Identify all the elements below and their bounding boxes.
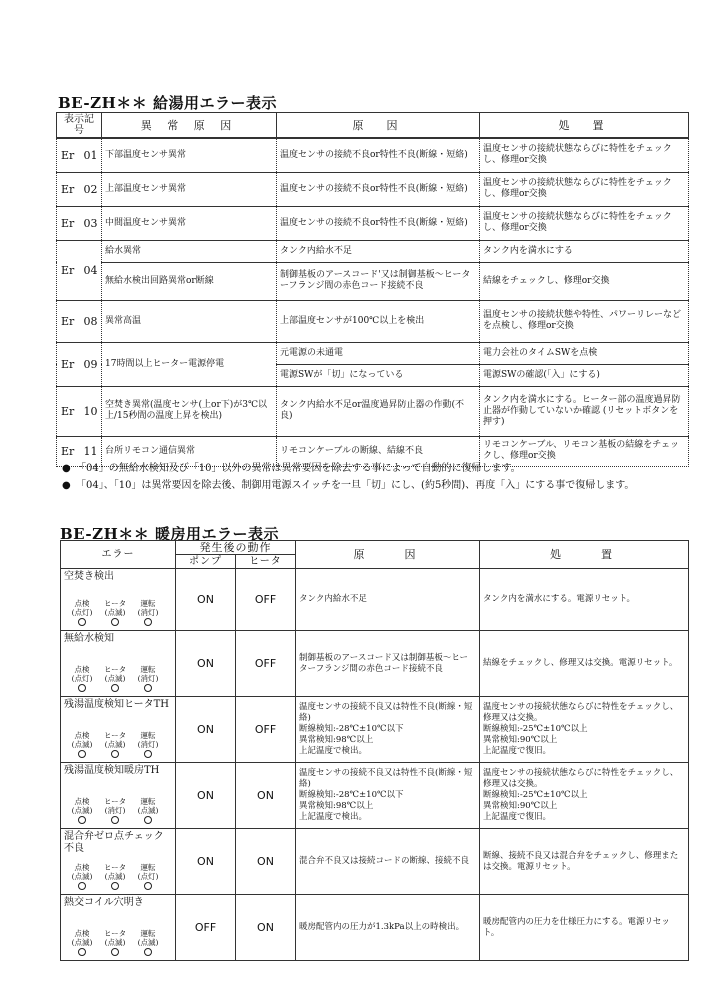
lamp-state: (点灯) — [71, 608, 93, 617]
lamp-state: (消灯) — [137, 608, 159, 617]
lamp-label: 運転 — [140, 665, 156, 674]
error-prefix: Er — [57, 436, 80, 466]
pump-state: OFF — [176, 895, 236, 961]
indicator-lamps — [67, 665, 163, 694]
error-name: 熱交コイル穴明き — [64, 897, 144, 908]
error-prefix: Er — [57, 138, 80, 172]
header-error: エラー — [61, 541, 176, 569]
indicator-lamp — [67, 731, 97, 760]
indicator-lamp — [100, 731, 130, 760]
indicator-lamp — [133, 863, 163, 892]
lamp-label: 点検 — [74, 665, 90, 674]
lamp-label: ヒータ — [103, 665, 127, 674]
error-action: 温度センサの接続状態ならびに特性をチェックし、修理or交換 — [480, 138, 689, 172]
error-reason: 制御基板のアースコード又は制御基板〜ヒーターフランジ間の赤色コード接続不良 — [296, 631, 480, 697]
note-text: 「04」の無給水検知及び「10」以外の異常は異常要因を除去する事によって自動的に復帰します。 — [76, 463, 521, 474]
note-item — [62, 477, 634, 494]
error-code: 09 — [80, 342, 102, 386]
lamp-state: (点滅) — [104, 740, 126, 749]
lamp-label: ヒータ — [103, 863, 127, 872]
indicator-lamp — [133, 797, 163, 826]
error-reason: 温度センサの接続不良or特性不良(断線・短絡) — [277, 172, 480, 206]
error-code: 02 — [80, 172, 102, 206]
error-action: 温度センサの接続状態ならびに特性をチェックし、修理or交換 — [480, 206, 689, 240]
error-reason: 電源SWが「切」になっている — [277, 364, 480, 386]
heater-state: OFF — [236, 697, 296, 763]
error-action: 結線をチェックし、修理又は交換。電源リセット。 — [480, 631, 689, 697]
lamp-state: (点滅) — [137, 806, 159, 815]
header-code: 表示記号 — [57, 113, 102, 139]
lamp-circle-icon — [78, 882, 86, 890]
heater-state: ON — [236, 895, 296, 961]
lamp-state: (点滅) — [71, 938, 93, 947]
error-action: 温度センサの接続状態ならびに特性をチェックし、修理又は交換。 断線検知:-25℃±10℃以上 異常検知:90℃以上 上記温度で復旧。 — [480, 697, 689, 763]
indicator-lamp — [67, 929, 97, 958]
lamp-label: 点検 — [74, 929, 90, 938]
lamp-circle-icon — [144, 684, 152, 692]
error-action: タンク内を満水にする。電源リセット。 — [480, 569, 689, 631]
indicator-lamp — [100, 797, 130, 826]
error-prefix: Er — [57, 240, 80, 300]
header-action: 処 置 — [480, 541, 689, 569]
error-cell — [61, 697, 176, 763]
lamp-label: 点検 — [74, 863, 90, 872]
table-row — [57, 138, 689, 172]
note-item — [62, 460, 634, 477]
indicator-lamp — [100, 929, 130, 958]
lamp-state: (消灯) — [137, 740, 159, 749]
error-cell — [61, 829, 176, 895]
error-reason: リモコンケーブルの断線、結線不良 — [277, 436, 480, 466]
lamp-label: 点検 — [74, 797, 90, 806]
lamp-circle-icon — [111, 618, 119, 626]
heater-state: OFF — [236, 569, 296, 631]
hot-water-error-table — [56, 112, 689, 467]
error-cause: 17時間以上ヒーター電源停電 — [102, 342, 277, 386]
table-row — [61, 631, 689, 697]
lamp-label: 運転 — [140, 863, 156, 872]
lamp-circle-icon — [78, 816, 86, 824]
indicator-lamp — [100, 599, 130, 628]
lamp-state: (点滅) — [71, 872, 93, 881]
bullet-icon: ● — [62, 463, 71, 474]
section2-title: BE-ZH＊＊ 暖房用エラー表示 — [60, 525, 279, 543]
lamp-circle-icon — [78, 948, 86, 956]
lamp-label: ヒータ — [103, 797, 127, 806]
lamp-label: ヒータ — [103, 929, 127, 938]
error-prefix: Er — [57, 206, 80, 240]
error-reason: タンク内給水不足 — [296, 569, 480, 631]
error-action: 暖房配管内の圧力を仕様圧力にする。電源リセット。 — [480, 895, 689, 961]
heating-error-table — [60, 540, 689, 961]
error-cell — [61, 895, 176, 961]
lamp-circle-icon — [144, 618, 152, 626]
error-reason: タンク内給水不足 — [277, 240, 480, 262]
table-row — [61, 697, 689, 763]
indicator-lamp — [67, 863, 97, 892]
error-reason: 温度センサの接続不良又は特性不良(断線・短絡) 断線検知:-28℃±10℃以下 異常検知:98℃以上 上記温度で検出。 — [296, 763, 480, 829]
error-cell — [61, 631, 176, 697]
error-name: 無給水検知 — [64, 633, 114, 644]
error-action: 電力会社のタイムSWを点検 — [480, 342, 689, 364]
lamp-circle-icon — [111, 750, 119, 758]
indicator-lamp — [133, 929, 163, 958]
error-cause: 無給水検出回路異常or断線 — [102, 262, 277, 300]
lamp-label: 運転 — [140, 929, 156, 938]
indicator-lamp — [67, 599, 97, 628]
error-reason: 混合弁不良又は接続コードの断線、接続不良 — [296, 829, 480, 895]
lamp-circle-icon — [78, 684, 86, 692]
lamp-circle-icon — [111, 948, 119, 956]
error-reason: 温度センサの接続不良又は特性不良(断線・短絡) 断線検知:-28℃±10℃以下 異常検知:98℃以上 上記温度で検出。 — [296, 697, 480, 763]
table-row — [61, 569, 689, 631]
heater-state: ON — [236, 763, 296, 829]
note-text: 「04」、「10」は異常要因を除去後、制御用電源スイッチを一旦「切」にし、(約5秒間)、再度「入」にする事で復帰します。 — [76, 480, 635, 491]
lamp-label: 点検 — [74, 599, 90, 608]
error-code: 08 — [80, 300, 102, 342]
lamp-state: (消灯) — [104, 806, 126, 815]
pump-state: ON — [176, 569, 236, 631]
section1-title: BE-ZH＊＊ 給湯用エラー表示 — [58, 94, 277, 112]
error-reason: 上部温度センサが100℃以上を検出 — [277, 300, 480, 342]
pump-state: ON — [176, 829, 236, 895]
header-action-group: 発生後の動作 — [176, 541, 296, 555]
lamp-circle-icon — [111, 882, 119, 890]
lamp-label: 点検 — [74, 731, 90, 740]
error-cause: 異常高温 — [102, 300, 277, 342]
heater-state: ON — [236, 829, 296, 895]
error-action: 電源SWの確認(「入」にする) — [480, 364, 689, 386]
lamp-circle-icon — [111, 684, 119, 692]
lamp-state: (点滅) — [104, 674, 126, 683]
header-reason: 原 因 — [277, 113, 480, 139]
header-cause: 異 常 原 因 — [102, 113, 277, 139]
header-heater: ヒータ — [236, 555, 296, 569]
error-cell — [61, 763, 176, 829]
indicator-lamp — [67, 797, 97, 826]
indicator-lamp — [133, 665, 163, 694]
pump-state: ON — [176, 763, 236, 829]
error-code: 01 — [80, 138, 102, 172]
header-reason: 原 因 — [296, 541, 480, 569]
bullet-icon: ● — [62, 480, 71, 491]
indicator-lamps — [67, 599, 163, 628]
error-name: 混合弁ゼロ点チェック不良 — [64, 831, 164, 854]
error-code: 03 — [80, 206, 102, 240]
table-row — [57, 206, 689, 240]
error-prefix: Er — [57, 386, 80, 436]
error-cause: 台所リモコン通信異常 — [102, 436, 277, 466]
error-action: 結線をチェックし、修理or交換 — [480, 262, 689, 300]
lamp-state: (点灯) — [137, 872, 159, 881]
error-action: 断線、接続不良又は混合弁をチェックし、修理または交換。電源リセット。 — [480, 829, 689, 895]
error-reason: 暖房配管内の圧力が1.3kPa以上の時検出。 — [296, 895, 480, 961]
indicator-lamp — [100, 665, 130, 694]
error-prefix: Er — [57, 172, 80, 206]
error-cause: 給水異常 — [102, 240, 277, 262]
lamp-circle-icon — [144, 816, 152, 824]
error-reason: 制御基板のアースコード'又は制御基板〜ヒーターフランジ間の赤色コード接続不良 — [277, 262, 480, 300]
table-row — [61, 829, 689, 895]
lamp-label: 運転 — [140, 731, 156, 740]
error-reason: 元電源の未通電 — [277, 342, 480, 364]
indicator-lamps — [67, 929, 163, 958]
error-reason: 温度センサの接続不良or特性不良(断線・短絡) — [277, 206, 480, 240]
error-action: 温度センサの接続状態ならびに特性をチェックし、修理又は交換。 断線検知:-25℃±10℃以上 異常検知:90℃以上 上記温度で復旧。 — [480, 763, 689, 829]
error-name: 空焚き検出 — [64, 571, 114, 582]
error-action: リモコンケーブル、リモコン基板の結線をチェックし、修理or交換 — [480, 436, 689, 466]
header-pump: ポンプ — [176, 555, 236, 569]
table-row — [57, 386, 689, 436]
error-reason: 温度センサの接続不良or特性不良(断線・短絡) — [277, 138, 480, 172]
lamp-state: (点滅) — [137, 938, 159, 947]
lamp-circle-icon — [144, 882, 152, 890]
table-row — [57, 172, 689, 206]
table-row — [57, 342, 689, 364]
lamp-circle-icon — [78, 618, 86, 626]
table-row — [61, 895, 689, 961]
error-action: 温度センサの接続状態ならびに特性をチェックし、修理or交換 — [480, 172, 689, 206]
error-reason: タンク内給水不足or温度過昇防止器の作動(不良) — [277, 386, 480, 436]
table-header-row — [61, 541, 689, 555]
pump-state: ON — [176, 697, 236, 763]
indicator-lamps — [67, 731, 163, 760]
error-cell — [61, 569, 176, 631]
lamp-label: ヒータ — [103, 599, 127, 608]
error-action: 温度センサの接続状態や特性、パワーリレーなどを点検し、修理or交換 — [480, 300, 689, 342]
lamp-state: (点滅) — [104, 608, 126, 617]
lamp-label: 運転 — [140, 599, 156, 608]
lamp-state: (点灯) — [71, 674, 93, 683]
error-action: タンク内を満水にする — [480, 240, 689, 262]
lamp-label: ヒータ — [103, 731, 127, 740]
table-row — [57, 300, 689, 342]
indicator-lamp — [100, 863, 130, 892]
lamp-circle-icon — [78, 750, 86, 758]
table-header-row — [57, 113, 689, 139]
lamp-circle-icon — [144, 948, 152, 956]
lamp-circle-icon — [111, 816, 119, 824]
header-action: 処 置 — [480, 113, 689, 139]
notes — [62, 460, 634, 494]
error-prefix: Er — [57, 342, 80, 386]
indicator-lamp — [133, 599, 163, 628]
table-row — [57, 262, 689, 300]
lamp-state: (消灯) — [137, 674, 159, 683]
indicator-lamp — [67, 665, 97, 694]
lamp-state: (点滅) — [71, 740, 93, 749]
error-code: 04 — [80, 240, 102, 300]
lamp-state: (点滅) — [104, 938, 126, 947]
table-row — [57, 240, 689, 262]
error-cause: 空焚き異常(温度センサ(上or下)が3℃以上/15秒間の温度上昇を検出) — [102, 386, 277, 436]
error-code: 10 — [80, 386, 102, 436]
indicator-lamps — [67, 863, 163, 892]
error-cause: 中間温度センサ異常 — [102, 206, 277, 240]
error-action: タンク内を満水にする。ヒーター部の温度過昇防止器が作動していないか確認 (リセットボタンを押す) — [480, 386, 689, 436]
table-row — [61, 763, 689, 829]
error-cause: 下部温度センサ異常 — [102, 138, 277, 172]
lamp-circle-icon — [144, 750, 152, 758]
lamp-state: (点滅) — [104, 872, 126, 881]
error-name: 残湯温度検知暖房TH — [64, 765, 160, 776]
lamp-label: 運転 — [140, 797, 156, 806]
error-prefix: Er — [57, 300, 80, 342]
lamp-state: (点滅) — [71, 806, 93, 815]
error-cause: 上部温度センサ異常 — [102, 172, 277, 206]
pump-state: ON — [176, 631, 236, 697]
heater-state: OFF — [236, 631, 296, 697]
indicator-lamps — [67, 797, 163, 826]
error-code: 11 — [80, 436, 102, 466]
indicator-lamp — [133, 731, 163, 760]
error-name: 残湯温度検知ヒータTH — [64, 699, 169, 710]
